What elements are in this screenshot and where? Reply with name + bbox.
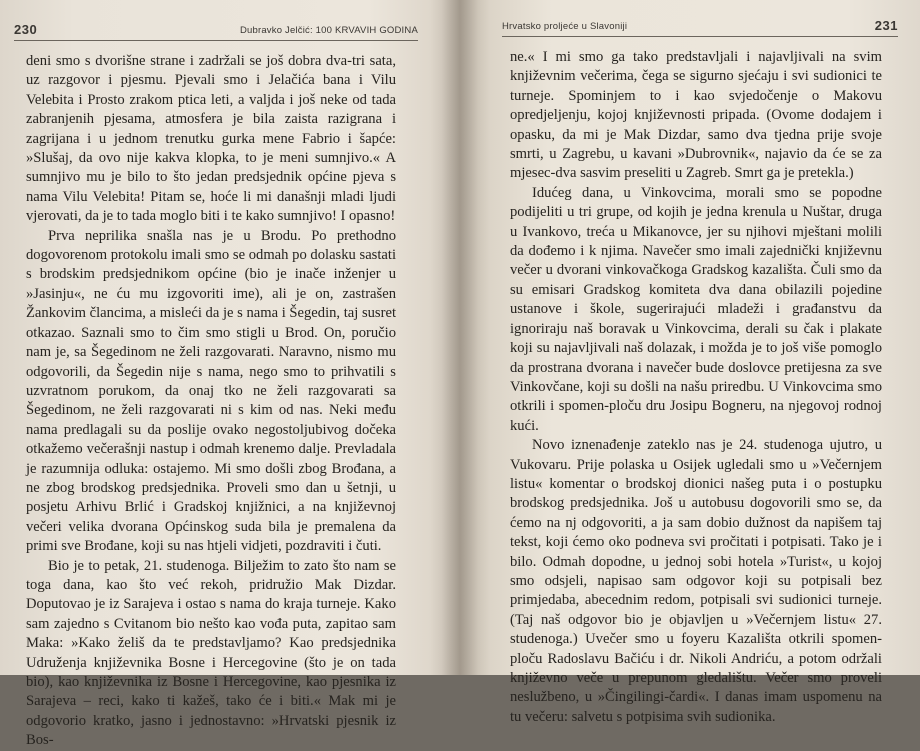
left-paragraph-2: Prva neprilika snašla nas je u Brodu. Po prethodno dogovorenom protokolu imali smo se odmah po dolasku sastati s brodskim predsjednikom općine (bio je inače inženjer u »Jasinju«, ne ću mu izgovoriti ime), ali je on, zastrašen Žankovim člancima, a misleći da je s nama i Šegedin, taj susret otkazao. Saznali smo to čim smo stigli u Brod. On, poručio nam je, sa Šegedinom ne želi razgovarati. Naravno, nismo mu odgovorili, da Šegedin nije s nama, nego smo to prihvatili s uzvratnom porukom, da onaj tko ne želi razgovarati sa Šegedinom, ne želi razgovarati ni s kim od nas. Neki među nama predlagali su da poslije ovako negostoljubivog dočeka otkažemo večerašnji nastup i odmah krenemo dalje. Prevladala je razumnija odluka: ostajemo. Mi smo došli zbog Brođana, a ne zbog brodskog predsjednika. Proveli smo dan u šetnji, u posjetu Arhivu Brlić i Gradskoj knjižnici, a na književnoj večeri velika dvorana Općinskog suda bila je premalena da primi sve Brođane, koji su nas htjeli vidjeti, pozdraviti i čuti. <box>26 227 397 555</box>
right-paragraph-2: Idućeg dana, u Vinkovcima, morali smo se popodne podijeliti u tri grupe, od kojih je jedna krenula u Nuštar, druga u Ivankovo, treća u Mikanovce, jer su njihovi mještani molili da dođemo i k njima. Navečer smo imali zajednički književnu večer u dvorani vinkovačkoga Gradskog kazališta. Čuli smo da su emisari Gradskog komiteta dva dana obilazili pojedine ustanove i škole, sugerirajući mladeži i građanstvu da ignoriraju naš boravak u Vinkovcima, derali su čak i plakate koji su najavljivali naš dolazak, i možda je to još više pomoglo da prostrana dvorana i navečer bude doslovce pretijesna za sve Vinkovčane, koji su došli na našu priredbu. U Vinkovcima smo otkrili i spomen-ploču dru Josipu Bogneru, na njegovoj rodnoj kući. <box>510 184 882 434</box>
right-page-header <box>502 14 898 37</box>
right-paragraph-3: Novo iznenađenje zateklo nas je 24. studenoga ujutro, u Vukovaru. Prije polaska u Osijek ugledali smo u »Večernjem listu« komentar o brodskoj dionici našeg puta i o postupku brodskog predsjednika. Još u autobusu dogovorili smo se, da ćemo na nj odgovoriti, a ja sam dobio dužnost da napišem taj tekst, koji ćemo oko podneva svi pročitati i potpisati. Tako je i bilo. Odmah dopodne, u jednoj sobi hotela »Turist«, u kojoj smo odsjeli, napisao sam odgovor koji su potpisali bez primjedaba, abecednim redom, potpisali svi sudionici turneje. (Taj naš odgovor bio je objavljen u »Večernjem listu« 27. studenoga.) Uvečer smo u foyeru Kazališta otkrili spomen-ploču Radoslavu Bačiću i dr. Nikoli Andriću, a potom održali književno veče u prepunom gledalištu. Večer smo proveli neslužbeno, u »Čingilingi-čardi«. I danas imam uspomenu na tu večeru: salvetu s potpisima svih sudionika. <box>510 437 882 725</box>
right-running-head: Hrvatsko proljeće u Slavoniji <box>502 21 628 32</box>
left-paragraph-3: Bio je to petak, 21. studenoga. Bilježim to zato što nam se toga dana, kao što već rekoh, pridružio Mak Dizdar. Doputovao je iz Sarajeva i ostao s nama do kraja turneje. Kako sam zajedno s Cvitanom bio nešto kao vođa puta, zapitao sam Maka: »Kako želiš da te predstavljamo? Kao predsjednika Udruženja književnika Bosne i Hercegovine (što je on tada bio), kao književnika iz Bosne i Hercegovine, kao pjesnika iz Sarajeva – reci, kako ti kažeš, tako će i biti.« Mak mi je odgovorio kratko, jasno i jednostavno: »Hrvatski pjesnik iz Bos- <box>26 557 396 749</box>
left-paragraph-1: deni smo s dvorišne strane i zadržali se još dobra dva-tri sata, uz razgovor i pjesmu. Pjevali smo i Jelačića bana i Vilu Velebita i Prosto zrakom ptica leti, a valjda i još neke od tada zabranjenih pjesama, atmosfera je bila zaista razigrana i zagrijana i u jednom trenutku gurka mene Fabrio i šapće: »Slušaj, da ovo nije kakva klopka, to je meni sumnjivo.« A sumnjivo mu je bilo to što jedan predsjednik općine pjeva s nama Vilu Velebita! Pitam se, hoće li mi današnji mladi ljudi vjerovati, da je to tada moglo biti i te kako sumnjivo! I opasno! <box>26 53 396 225</box>
left-page-number: 230 <box>14 22 38 37</box>
left-page-header <box>14 18 418 41</box>
right-page-number: 231 <box>874 18 898 33</box>
right-paragraph-1: ne.« I mi smo ga tako predstavljali i najavljivali na svim književnim večerima, čega se sigurno sjećaju i svi sudionici te turneje. Spominjem to i kao svjedočenje o Makovu opredjeljenju, kojoj književnosti pripada. (Ovome dodajem i opasku, da mi je Mak Dizdar, samo dva tjedna prije svoje smrti, u Zagrebu, u kavani »Dubrovnik«, najavio da će se za mjesec-dva sasvim preseliti u Zagreb. Smrt ga je pretekla.) <box>510 49 882 182</box>
right-page <box>462 0 920 725</box>
left-body-text <box>26 52 396 751</box>
right-body-text <box>510 48 882 727</box>
left-page <box>0 0 458 749</box>
left-running-head: Dubravko Jelčić: 100 KRVAVIH GODINA <box>239 25 418 36</box>
